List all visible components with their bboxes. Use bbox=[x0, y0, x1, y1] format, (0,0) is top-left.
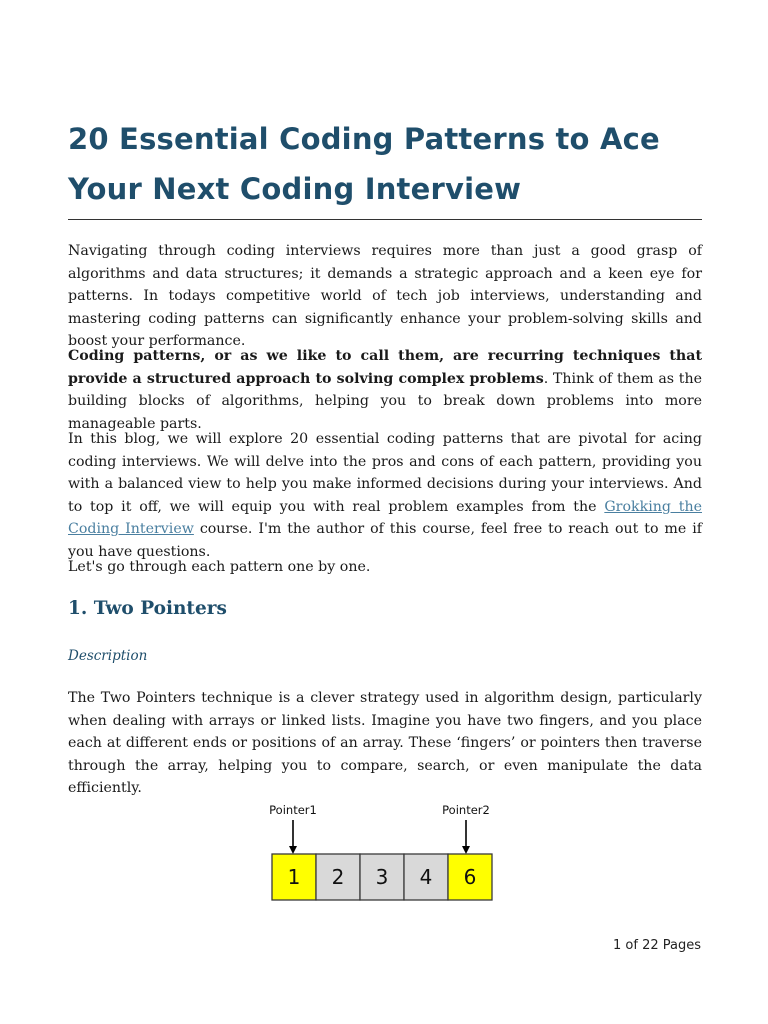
coding-patterns-explanation: . Think of them as the building blocks of algorithms, helping you to break down problems into more manageable parts. bbox=[68, 370, 702, 432]
two-pointers-description: The Two Pointers technique is a clever strategy used in algorithm design, particularly when dealing with arrays or linked lists. Imagine you have two fingers, and you place each at different ends or positions of an array. These ‘fingers’ or pointers then traverse through the array, helping you to compare, search, or even manipulate the data efficiently. bbox=[68, 690, 702, 796]
blog-overview-text-end: course. I'm the author of this course, feel free to reach out to me if you have questions. bbox=[68, 521, 702, 560]
section-heading-two-pointers: 1. Two Pointers bbox=[68, 598, 227, 619]
array-cell-value: 6 bbox=[463, 865, 477, 889]
document-title: 20 Essential Coding Patterns to Ace Your Next Coding Interview bbox=[68, 122, 660, 206]
array-cells bbox=[272, 854, 492, 900]
coding-patterns-paragraph bbox=[68, 345, 702, 435]
pointer1-label: Pointer1 bbox=[269, 803, 317, 817]
grokking-course-link[interactable]: Grokking the Coding Interview bbox=[68, 498, 702, 537]
two-pointers-diagram-svg bbox=[268, 798, 508, 906]
intro-paragraph: Navigating through coding interviews requires more than just a good grasp of algorithms and data structures; it demands a strategic approach and a keen eye for patterns. In todays competitive world of tech job interviews, understanding and mastering coding patterns can significantly enhance your problem-solving skills and boost your performance. bbox=[68, 243, 702, 349]
coding-patterns-definition: Coding patterns, or as we like to call them, are recurring techniques that provide a structured approach to solving complex problems bbox=[68, 348, 702, 387]
page-counter: 1 of 22 Pages bbox=[613, 938, 701, 953]
blog-overview-text: In this blog, we will explore 20 essential coding patterns that are pivotal for acing coding interviews. We will delve into the pros and cons of each pattern, providing you with a balanced view to help you make informed decisions during your interviews. And to top it off, we will equip you with real problem examples from the bbox=[68, 431, 702, 515]
array-cell-value: 4 bbox=[419, 865, 433, 889]
pointer2-label: Pointer2 bbox=[442, 803, 490, 817]
transition-paragraph: Let's go through each pattern one by one. bbox=[68, 559, 371, 575]
title-divider bbox=[68, 219, 702, 220]
array-cell-value: 2 bbox=[331, 865, 345, 889]
array-cell-value: 3 bbox=[375, 865, 389, 889]
two-pointers-diagram bbox=[268, 798, 508, 906]
array-cell-value: 1 bbox=[287, 865, 301, 889]
blog-overview-paragraph bbox=[68, 428, 702, 563]
description-subheading: Description bbox=[68, 648, 148, 664]
